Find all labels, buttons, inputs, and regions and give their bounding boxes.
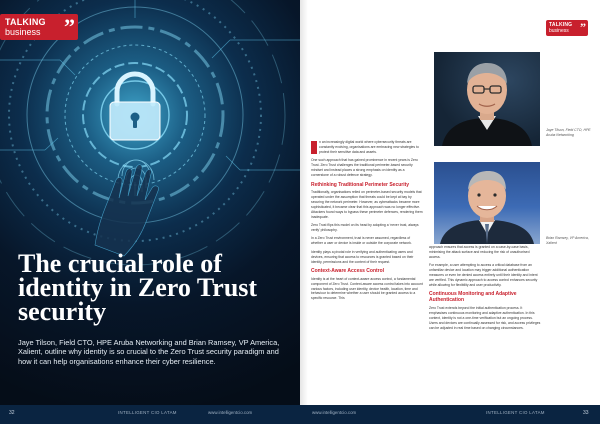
hand-image <box>95 165 158 256</box>
talking-business-logo <box>0 14 78 40</box>
paragraph: Zero Trust extends beyond the initial authentication process. It emphasises continuous monitoring and adaptive authentication. In this context, identity is not a one-time verification but an ongoing process. Users and devices are continually assessed for risk, and access privileges can be adjusted in real time based on changing circumstances. <box>429 305 541 330</box>
paragraph: approach ensures that access is granted on a case-by-case basis, minimising the attack surface and reducing the risk of unauthorised access. <box>429 245 530 259</box>
paragraph: Identity plays a pivotal role in verifying and authenticating users and devices, ensuring that access to resources is granted based on their identity, permissions and the context of their request. <box>311 249 414 264</box>
drop-cap <box>311 141 317 154</box>
quote-mark-icon-small: ” <box>580 20 586 34</box>
intro-paragraph <box>311 140 423 155</box>
subheading: Rethinking Traditional Perimeter Security <box>311 181 410 188</box>
paragraph: Zero Trust flips this model on its head by adopting a ‘never trust, always verify’ philosophy. <box>311 223 419 232</box>
subheading: Context-Aware Access Control <box>311 268 385 275</box>
quote-mark-icon: ” <box>64 14 75 39</box>
subheading: Continuous Monitoring and Adaptive Authentication <box>429 291 517 304</box>
intro-text: n an increasingly digital world where cybersecurity threats are constantly evolving, organisations are embracing new strategies to protect their sensitive data and assets. <box>319 140 419 154</box>
footer-brand-left: INTELLIGENT CIO LATAM <box>118 410 177 415</box>
caption-photo1: Jaye Tilson, Field CTO, HPE Aruba Networking <box>546 128 591 137</box>
photo-brian-ramsey <box>434 162 540 244</box>
page-number-right: 33 <box>583 410 589 416</box>
paragraph: Identity is at the heart of context-aware access control, a fundamental component of Zero Trust. Context-aware access control takes into account various factors, including user identity, device health, location, time and behaviour to determine whether a user should be granted access to a specific resource. This <box>311 276 423 301</box>
headline: The crucial role of identity in Zero Trust security <box>18 249 258 326</box>
page-spine-shadow <box>300 0 308 424</box>
logo-line1: TALKING <box>5 17 46 27</box>
paragraph: Traditionally, organisations relied on perimeter-based security models that operated under the assumption that threats could be kept at bay by securing the network perimeter. However, as cyberattacks became more sophisticated, it became clear that this approach was no longer effective. Attackers found ways to bypass these perimeter defences, rendering them inadequate. <box>311 190 423 219</box>
paragraph: For example, a user attempting to access a critical database from an unfamiliar device and location may trigger additional authentication measures or even be denied access entirely until their identity and intent are verified. This dynamic approach to access control enhances security while allowing for flexibility and user productivity. <box>429 263 538 287</box>
right-page <box>300 0 600 424</box>
caption-photo2: Brian Ramsey, VP America, Xalient <box>546 236 589 245</box>
logo-line2: business <box>5 27 41 37</box>
paragraph: One such approach that has gained prominence in recent years is Zero Trust. Zero Trust challenges the traditional perimeter-based security mindset and instead places a strong emphasis on identity as a cornerstone of a robust defence strategy. <box>311 158 418 178</box>
footer-right <box>300 405 600 424</box>
photo-jaye-tilson <box>434 52 540 146</box>
logo-line2-small: business <box>549 28 569 34</box>
padlock-icon <box>110 74 160 140</box>
page-number-left: 32 <box>9 410 15 416</box>
article-column-2 <box>429 245 541 334</box>
footer-left <box>0 405 300 424</box>
paragraph: In a Zero Trust environment, trust is never assumed, regardless of whether a user or device is inside or outside the corporate network. <box>311 236 412 246</box>
footer-brand-right: INTELLIGENT CIO LATAM <box>486 410 545 415</box>
footer-website-right: www.intelligentcio.com <box>312 410 357 415</box>
article-column-1 <box>311 140 423 305</box>
footer-website-left: www.intelligentcio.com <box>208 410 253 415</box>
standfirst: Jaye Tilson, Field CTO, HPE Aruba Networking and Brian Ramsey, VP America, Xalient, outline why identity is so crucial to the Zero Trust security paradigm and how it can help organisations enhance their cyber resilience. <box>18 338 280 366</box>
logo-line1-small: TALKING <box>549 22 573 28</box>
talking-business-logo-small <box>546 20 588 36</box>
